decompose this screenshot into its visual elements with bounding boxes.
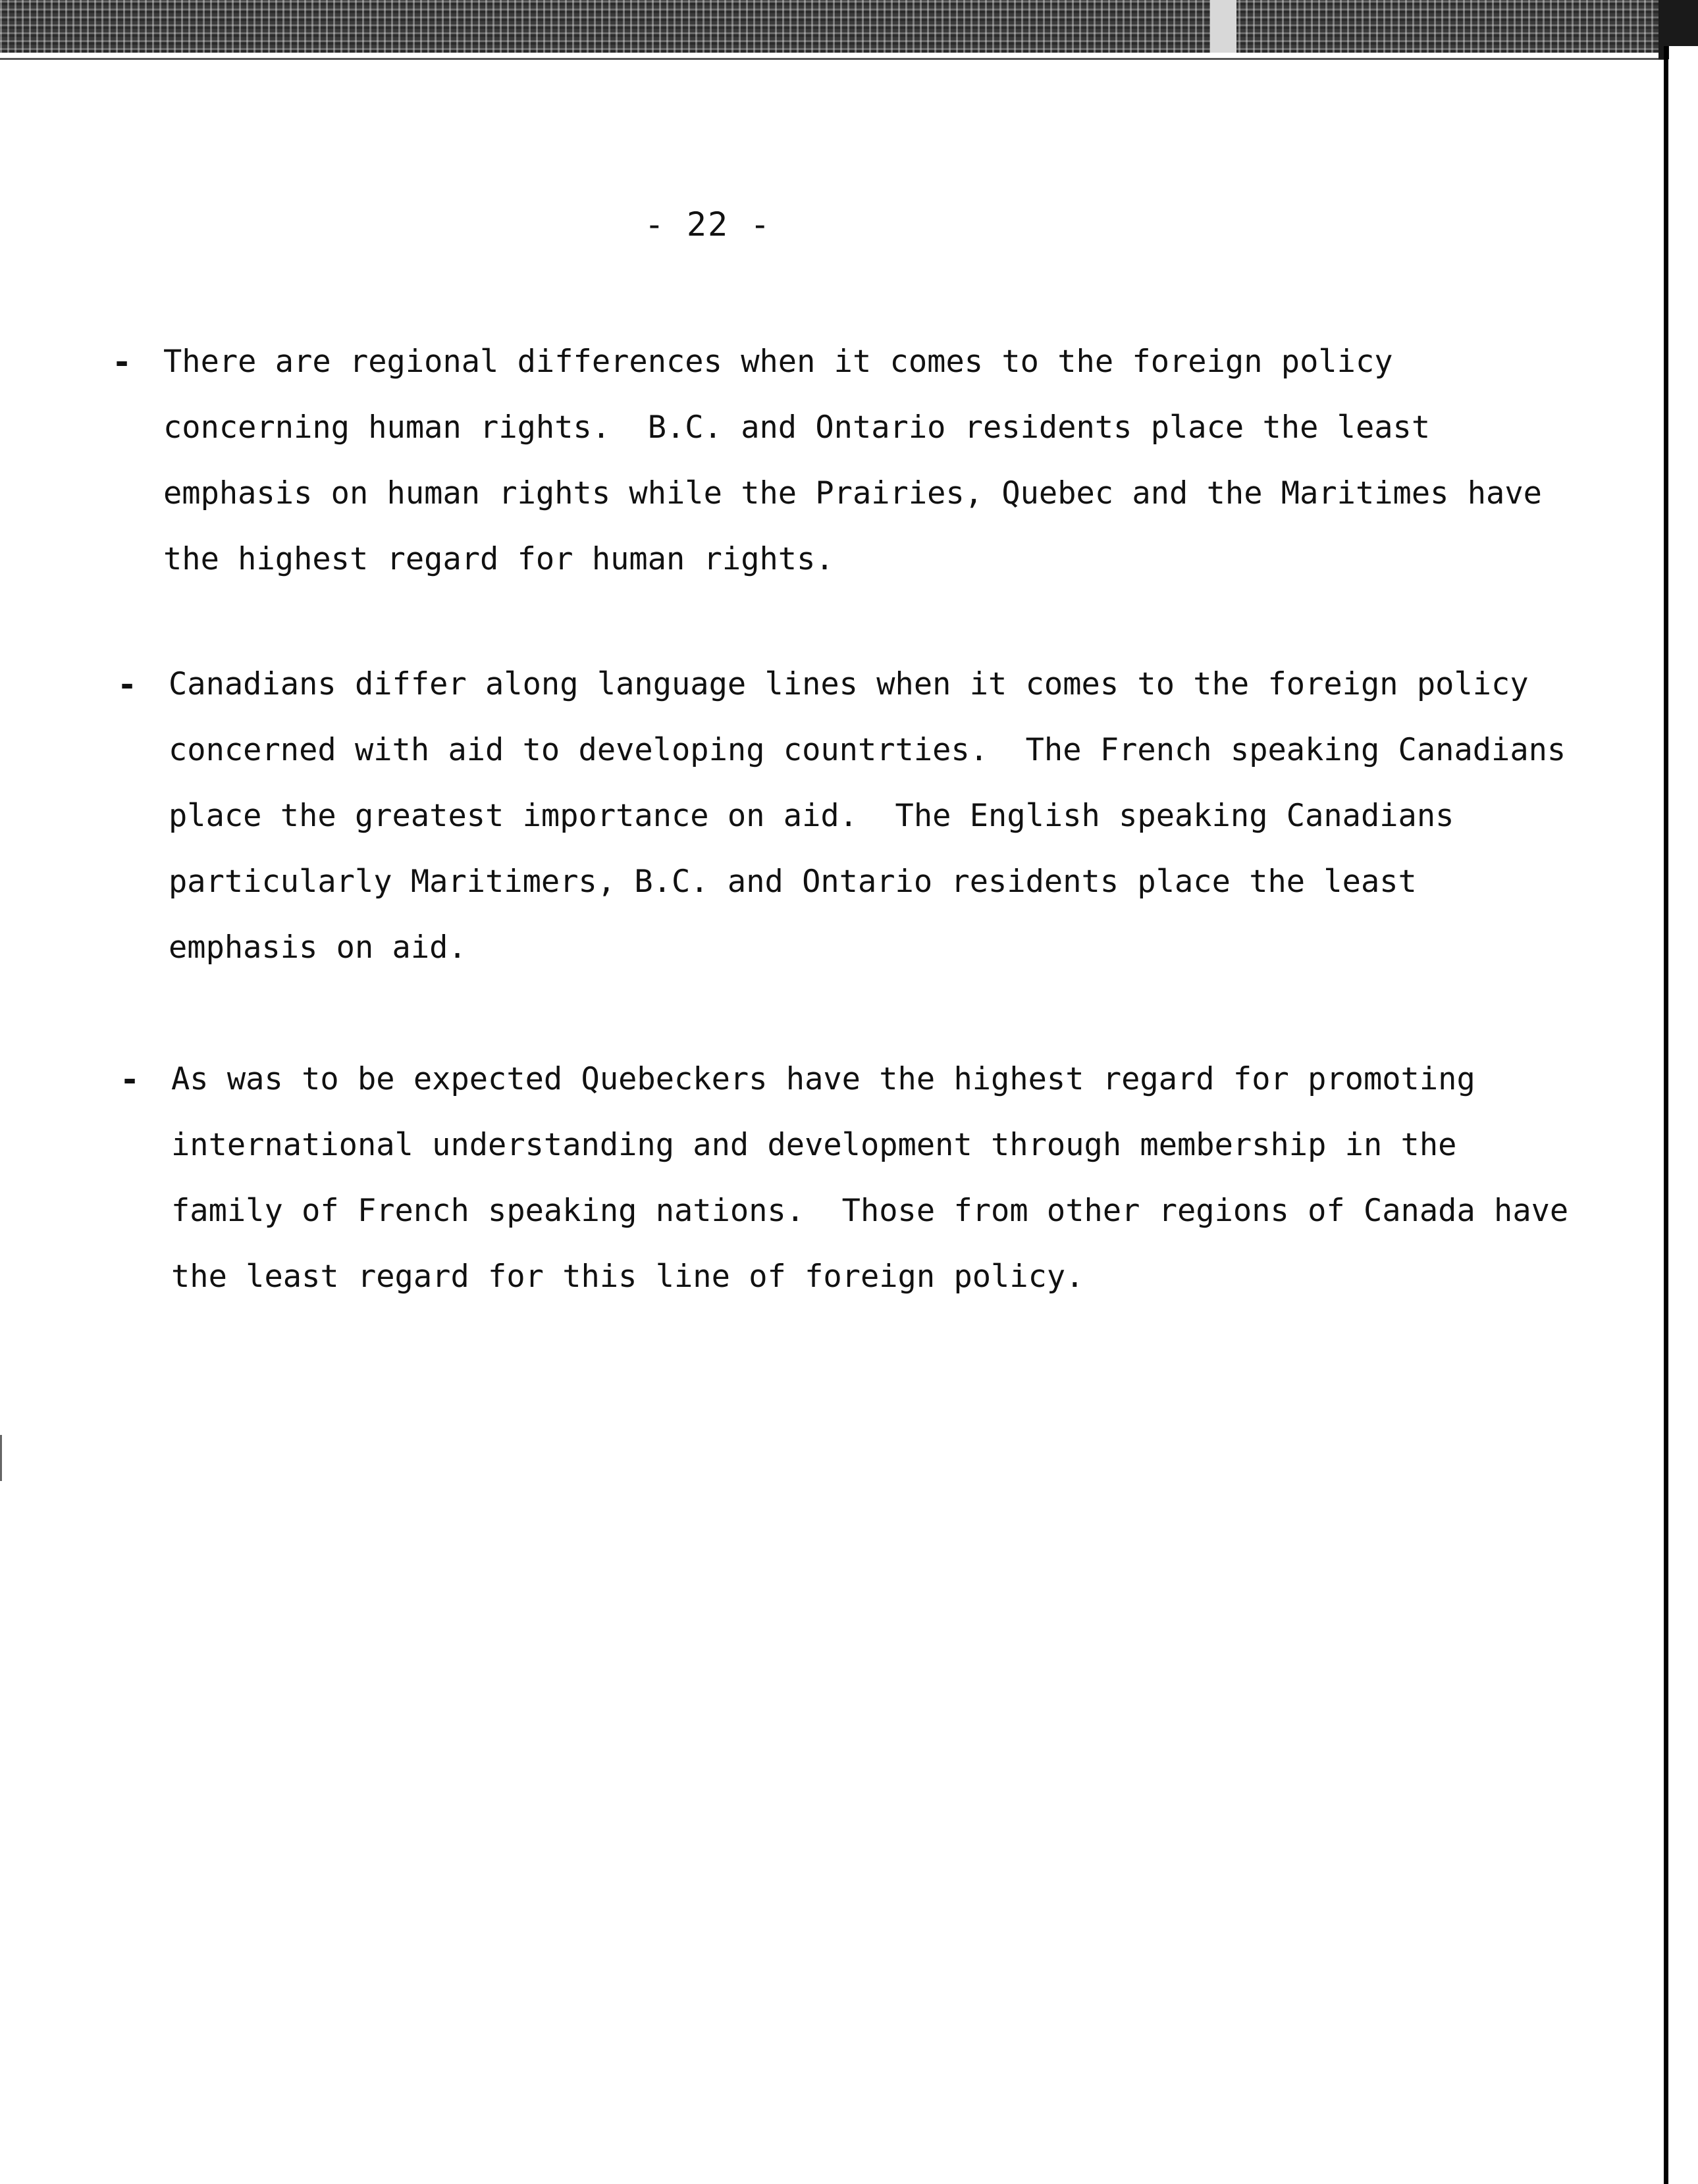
bullet-dash: - xyxy=(117,665,138,704)
scan-edge-line xyxy=(0,58,1666,60)
scan-edge-right-line xyxy=(1664,46,1668,2184)
text-line: family of French speaking nations. Those from other regions of Canada have xyxy=(171,1193,1569,1229)
scan-edge-gap xyxy=(1210,0,1236,53)
list-item-text xyxy=(163,329,1542,592)
bullet-dash: - xyxy=(112,343,132,381)
text-line: emphasis on human rights while the Prairies, Quebec and the Maritimes have xyxy=(163,475,1542,511)
text-line: concerned with aid to developing countrties. The French speaking Canadians xyxy=(169,732,1566,768)
scan-edge-top xyxy=(0,0,1698,53)
list-item-text xyxy=(171,1047,1569,1310)
text-line: the highest regard for human rights. xyxy=(163,541,834,577)
scan-edge-right xyxy=(1669,46,1698,2184)
page-number: - 22 - xyxy=(644,205,772,244)
text-line: international understanding and development through membership in the xyxy=(171,1127,1457,1163)
text-line: concerning human rights. B.C. and Ontario residents place the least xyxy=(163,409,1431,446)
bullet-dash: - xyxy=(120,1060,140,1099)
list-item-text xyxy=(169,652,1566,981)
text-line: the least regard for this line of foreign policy. xyxy=(171,1259,1084,1295)
text-line: Canadians differ along language lines when it comes to the foreign policy xyxy=(169,666,1529,702)
text-line: place the greatest importance on aid. The English speaking Canadians xyxy=(169,798,1454,834)
text-line: emphasis on aid. xyxy=(169,929,467,966)
text-line: particularly Maritimers, B.C. and Ontario residents place the least xyxy=(169,864,1417,900)
text-line: There are regional differences when it comes to the foreign policy xyxy=(163,344,1393,380)
margin-mark xyxy=(0,1435,2,1481)
text-line: As was to be expected Quebeckers have the highest regard for promoting xyxy=(171,1061,1475,1097)
